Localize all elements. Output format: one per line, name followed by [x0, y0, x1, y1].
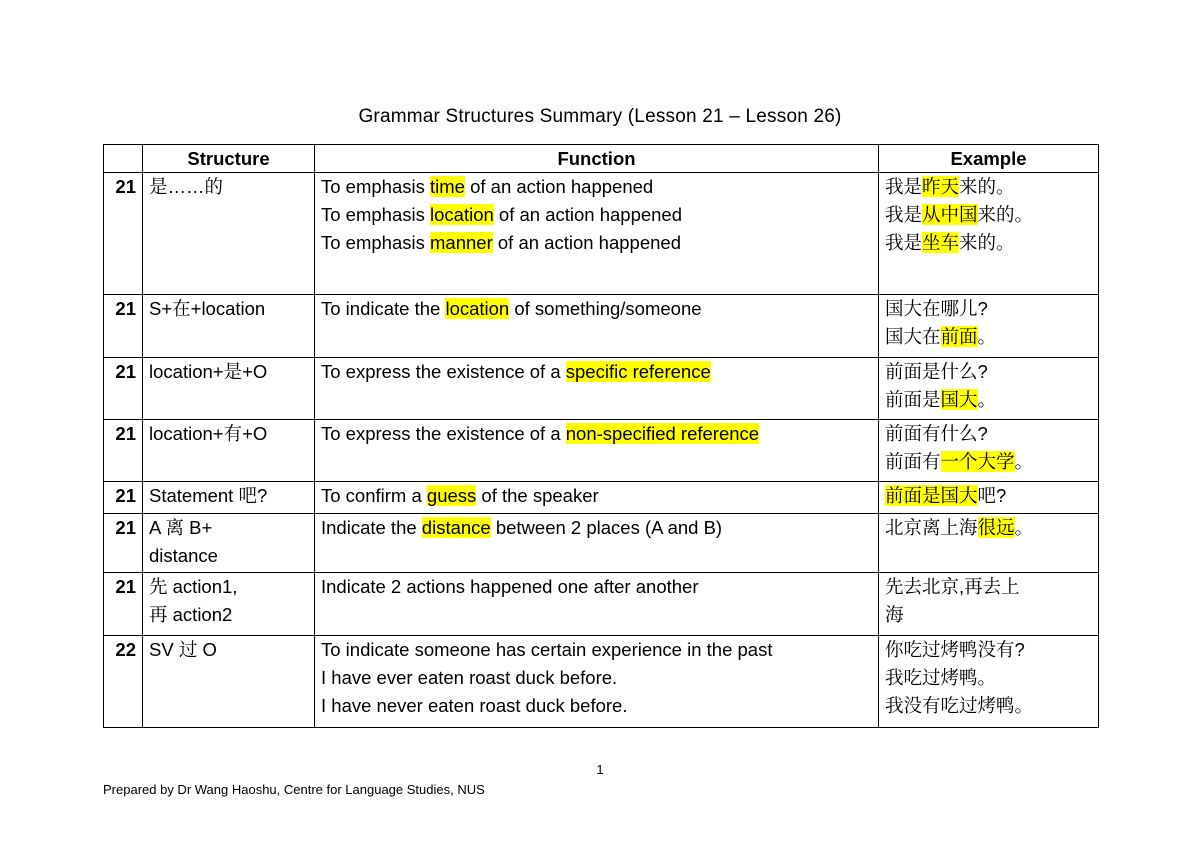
example-line [885, 514, 1092, 542]
example-text: 前面是 [885, 389, 941, 410]
example-text: 我是 [885, 232, 923, 253]
function-highlighted-text: distance [421, 517, 491, 538]
structure-line: 是……的 [149, 176, 224, 197]
example-line [885, 420, 1092, 448]
lesson-number: 22 [104, 636, 143, 728]
example-line [885, 173, 1092, 201]
function-text: To express the existence of a [321, 423, 566, 444]
example-text: 我没有吃过烤鸭。 [885, 695, 1034, 716]
lesson-number: 21 [104, 295, 143, 358]
example-line [885, 664, 1092, 692]
function-line [321, 295, 872, 323]
structure-cell [143, 482, 315, 514]
example-text: 。 [977, 389, 997, 410]
function-text: To emphasis [321, 232, 430, 253]
structure-cell [143, 573, 315, 636]
table-row [104, 295, 1099, 358]
structure-line: location+有+O [149, 423, 268, 444]
example-cell [879, 173, 1099, 295]
example-text: 前面有什么? [885, 423, 988, 444]
function-line [321, 358, 872, 386]
function-line [321, 420, 872, 448]
structure-cell [143, 358, 315, 420]
function-text: To indicate the [321, 298, 446, 319]
function-line [321, 173, 872, 201]
example-text: 来的。 [959, 176, 1015, 197]
example-text: 北京离上海 [885, 517, 978, 538]
function-cell [315, 173, 879, 295]
function-cell [315, 573, 879, 636]
example-line [885, 601, 1092, 629]
example-cell [879, 295, 1099, 358]
example-highlighted-text: 很远 [977, 517, 1015, 538]
example-highlighted-text: 从中国 [922, 204, 978, 225]
example-cell [879, 482, 1099, 514]
example-line [885, 323, 1092, 351]
table-row [104, 482, 1099, 514]
function-text: To confirm a [321, 485, 427, 506]
function-text: To emphasis [321, 176, 430, 197]
example-highlighted-text: 国大 [940, 389, 978, 410]
lesson-number: 21 [104, 482, 143, 514]
table-body [104, 173, 1099, 728]
lesson-number: 21 [104, 573, 143, 636]
function-text: To indicate someone has certain experience in the past [321, 639, 773, 660]
table-header-row [104, 145, 1099, 173]
structure-cell [143, 173, 315, 295]
example-text: 。 [1014, 451, 1034, 472]
example-highlighted-text: 坐车 [922, 232, 960, 253]
structure-line: location+是+O [149, 361, 268, 382]
function-line [321, 201, 872, 229]
example-text: 前面有 [885, 451, 941, 472]
example-highlighted-text: 前面 [940, 326, 978, 347]
function-highlighted-text: time [430, 176, 465, 197]
function-line [321, 692, 872, 720]
structure-line: Statement 吧? [149, 485, 268, 506]
function-cell [315, 295, 879, 358]
function-text: of an action happened [493, 204, 683, 225]
function-text: of an action happened [492, 232, 681, 253]
header-example: Example [879, 145, 1099, 173]
function-highlighted-text: manner [430, 232, 493, 253]
example-cell [879, 636, 1099, 728]
example-cell [879, 358, 1099, 420]
document-title: Grammar Structures Summary (Lesson 21 – Lesson 26) [358, 106, 842, 127]
structure-cell [143, 420, 315, 482]
function-highlighted-text: specific reference [565, 361, 711, 382]
function-line [321, 482, 872, 510]
header-lesson [104, 145, 143, 173]
example-cell [879, 573, 1099, 636]
structure-line: distance [149, 545, 218, 566]
example-text: 来的。 [959, 232, 1015, 253]
function-highlighted-text: guess [426, 485, 477, 506]
lesson-number: 21 [104, 420, 143, 482]
prepared-by-note: Prepared by Dr Wang Haoshu, Centre for Language Studies, NUS [103, 782, 485, 797]
example-line [885, 358, 1092, 386]
example-text: 海 [885, 604, 904, 625]
table-row [104, 514, 1099, 573]
example-text: 国大在哪儿? [885, 298, 988, 319]
function-highlighted-text: location [430, 204, 494, 225]
example-highlighted-text: 昨天 [922, 176, 960, 197]
function-cell [315, 636, 879, 728]
lesson-number: 21 [104, 358, 143, 420]
example-text: 我是 [885, 204, 923, 225]
example-text: 先去北京,再去上 [885, 576, 1020, 597]
example-highlighted-text: 一个大学 [940, 451, 1015, 472]
example-text: 前面是什么? [885, 361, 988, 382]
example-line [885, 295, 1092, 323]
structure-line: 先 action1, [149, 576, 238, 597]
function-text: of the speaker [476, 485, 599, 506]
structure-line: SV 过 O [149, 639, 217, 660]
table-row [104, 636, 1099, 728]
example-text: 国大在 [885, 326, 941, 347]
function-cell [315, 358, 879, 420]
example-text: 。 [1014, 517, 1034, 538]
table-row [104, 573, 1099, 636]
example-text: 吧? [977, 485, 1007, 506]
structure-cell [143, 514, 315, 573]
function-cell [315, 420, 879, 482]
table-row [104, 420, 1099, 482]
function-line [321, 229, 872, 257]
example-text: 你吃过烤鸭没有? [885, 639, 1025, 660]
structure-line: S+在+location [149, 298, 266, 319]
function-text: Indicate the [321, 517, 422, 538]
function-cell [315, 514, 879, 573]
example-text: 。 [977, 326, 997, 347]
example-line [885, 636, 1092, 664]
structure-line: 再 action2 [149, 604, 233, 625]
function-line [321, 664, 872, 692]
header-structure: Structure [143, 145, 315, 173]
lesson-number: 21 [104, 514, 143, 573]
example-line [885, 573, 1092, 601]
example-line [885, 229, 1092, 257]
example-highlighted-text: 前面是国大 [885, 485, 978, 506]
structure-cell [143, 295, 315, 358]
function-text: I have ever eaten roast duck before. [321, 667, 618, 688]
structure-cell [143, 636, 315, 728]
function-line [321, 514, 872, 542]
function-text: between 2 places (A and B) [490, 517, 723, 538]
function-text: of something/someone [509, 298, 702, 319]
function-line [321, 636, 872, 664]
example-text: 来的。 [977, 204, 1034, 225]
grammar-table [103, 144, 1099, 728]
example-cell [879, 420, 1099, 482]
example-line [885, 448, 1092, 476]
example-line [885, 482, 1092, 510]
function-cell [315, 482, 879, 514]
structure-line: A 离 B+ [149, 517, 213, 538]
example-line [885, 692, 1092, 720]
page-number: 1 [596, 762, 604, 777]
header-function: Function [315, 145, 879, 173]
example-line [885, 201, 1092, 229]
lesson-number: 21 [104, 173, 143, 295]
example-text: 我吃过烤鸭。 [885, 667, 997, 688]
table-row [104, 173, 1099, 295]
function-text: To emphasis [321, 204, 430, 225]
function-highlighted-text: location [445, 298, 510, 319]
function-text: I have never eaten roast duck before. [321, 695, 628, 716]
example-cell [879, 514, 1099, 573]
function-text: Indicate 2 actions happened one after another [321, 576, 699, 597]
function-text: To express the existence of a [321, 361, 566, 382]
example-text: 我是 [885, 176, 923, 197]
function-text: of an action happened [464, 176, 654, 197]
table-row [104, 358, 1099, 420]
function-line [321, 573, 872, 601]
example-line [885, 386, 1092, 414]
function-highlighted-text: non-specified reference [565, 423, 760, 444]
